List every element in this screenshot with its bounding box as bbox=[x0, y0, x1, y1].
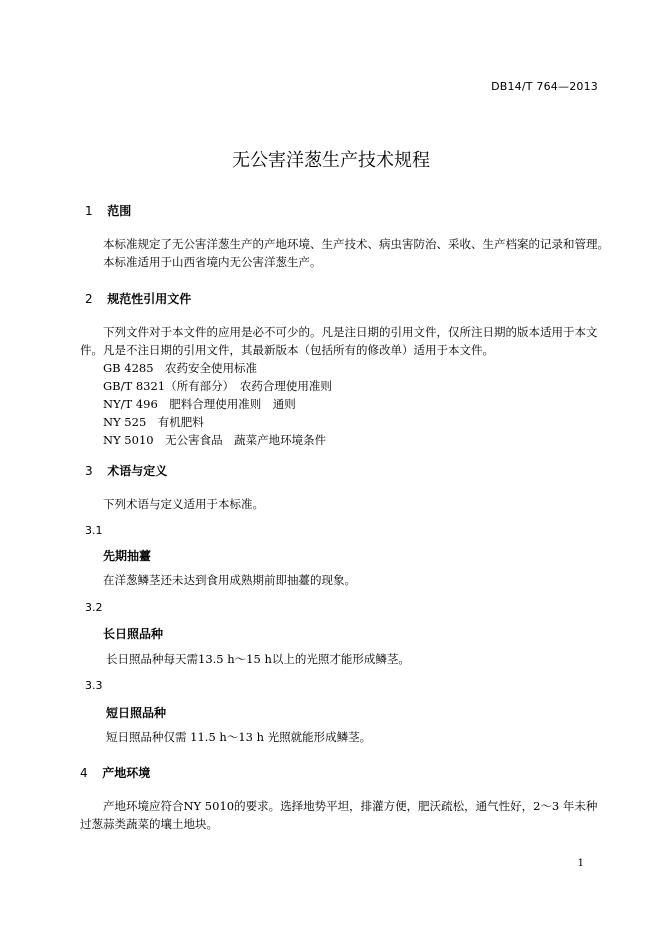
clause-3-3-term: 短日照品种 bbox=[106, 706, 167, 720]
section-3-number: 3 bbox=[85, 464, 93, 478]
clause-3-2-definition: 长日照品种每天需13.5 h～15 h以上的光照才能形成鳞茎。 bbox=[106, 652, 410, 666]
section-4-paragraph-line-2: 过葱蒜类蔬菜的壤土地块。 bbox=[80, 817, 218, 831]
section-2-paragraph-line-1: 下列文件对于本文件的应用是必不可少的。凡是注日期的引用文件，仅所注日期的版本适用于本文 bbox=[103, 325, 598, 339]
clause-3-1-term: 先期抽薹 bbox=[103, 549, 152, 563]
section-4-heading bbox=[80, 764, 150, 781]
section-2-title: 规范性引用文件 bbox=[107, 292, 192, 306]
section-3-heading bbox=[85, 462, 167, 479]
page-number: 1 bbox=[577, 858, 584, 869]
reference-item: GB/T 8321（所有部分） 农药合理使用准则 bbox=[103, 379, 332, 393]
clause-3-1-definition: 在洋葱鳞茎还未达到食用成熟期前即抽薹的现象。 bbox=[103, 573, 356, 587]
reference-item: NY/T 496 肥料合理使用准则 通则 bbox=[103, 397, 296, 411]
document-title: 无公害洋葱生产技术规程 bbox=[232, 150, 430, 171]
section-2-heading bbox=[85, 290, 191, 307]
section-1-paragraph-1: 本标准规定了无公害洋葱生产的产地环境、生产技术、病虫害防治、采收、生产档案的记录和管理。 bbox=[103, 237, 609, 251]
clause-3-3-number: 3.3 bbox=[85, 679, 103, 692]
section-1-paragraph-2: 本标准适用于山西省境内无公害洋葱生产。 bbox=[103, 255, 322, 269]
section-4-number: 4 bbox=[80, 766, 88, 780]
document-number: DB14/T 764—2013 bbox=[491, 80, 598, 93]
section-1-heading bbox=[85, 202, 131, 219]
section-3-paragraph-1: 下列术语与定义适用于本标准。 bbox=[103, 497, 264, 511]
clause-3-2-term: 长日照品种 bbox=[103, 627, 164, 641]
reference-item: NY 525 有机肥料 bbox=[103, 415, 204, 429]
section-3-title: 术语与定义 bbox=[107, 464, 168, 478]
section-2-number: 2 bbox=[85, 292, 93, 306]
clause-3-1-number: 3.1 bbox=[85, 524, 103, 537]
section-4-paragraph-line-1: 产地环境应符合NY 5010的要求。选择地势平坦，排灌方便，肥沃疏松，通气性好，2～3 年未种 bbox=[103, 799, 598, 813]
clause-3-3-definition: 短日照品种仅需 11.5 h～13 h 光照就能形成鳞茎。 bbox=[106, 730, 372, 744]
reference-item: GB 4285 农药安全使用标准 bbox=[103, 361, 258, 375]
section-1-title: 范围 bbox=[107, 204, 132, 218]
section-4-title: 产地环境 bbox=[102, 766, 151, 780]
clause-3-2-number: 3.2 bbox=[85, 601, 103, 614]
reference-item: NY 5010 无公害食品 蔬菜产地环境条件 bbox=[103, 433, 327, 447]
section-2-paragraph-line-2: 件。凡是不注日期的引用文件，其最新版本（包括所有的修改单）适用于本文件。 bbox=[80, 343, 494, 357]
section-1-number: 1 bbox=[85, 204, 93, 218]
